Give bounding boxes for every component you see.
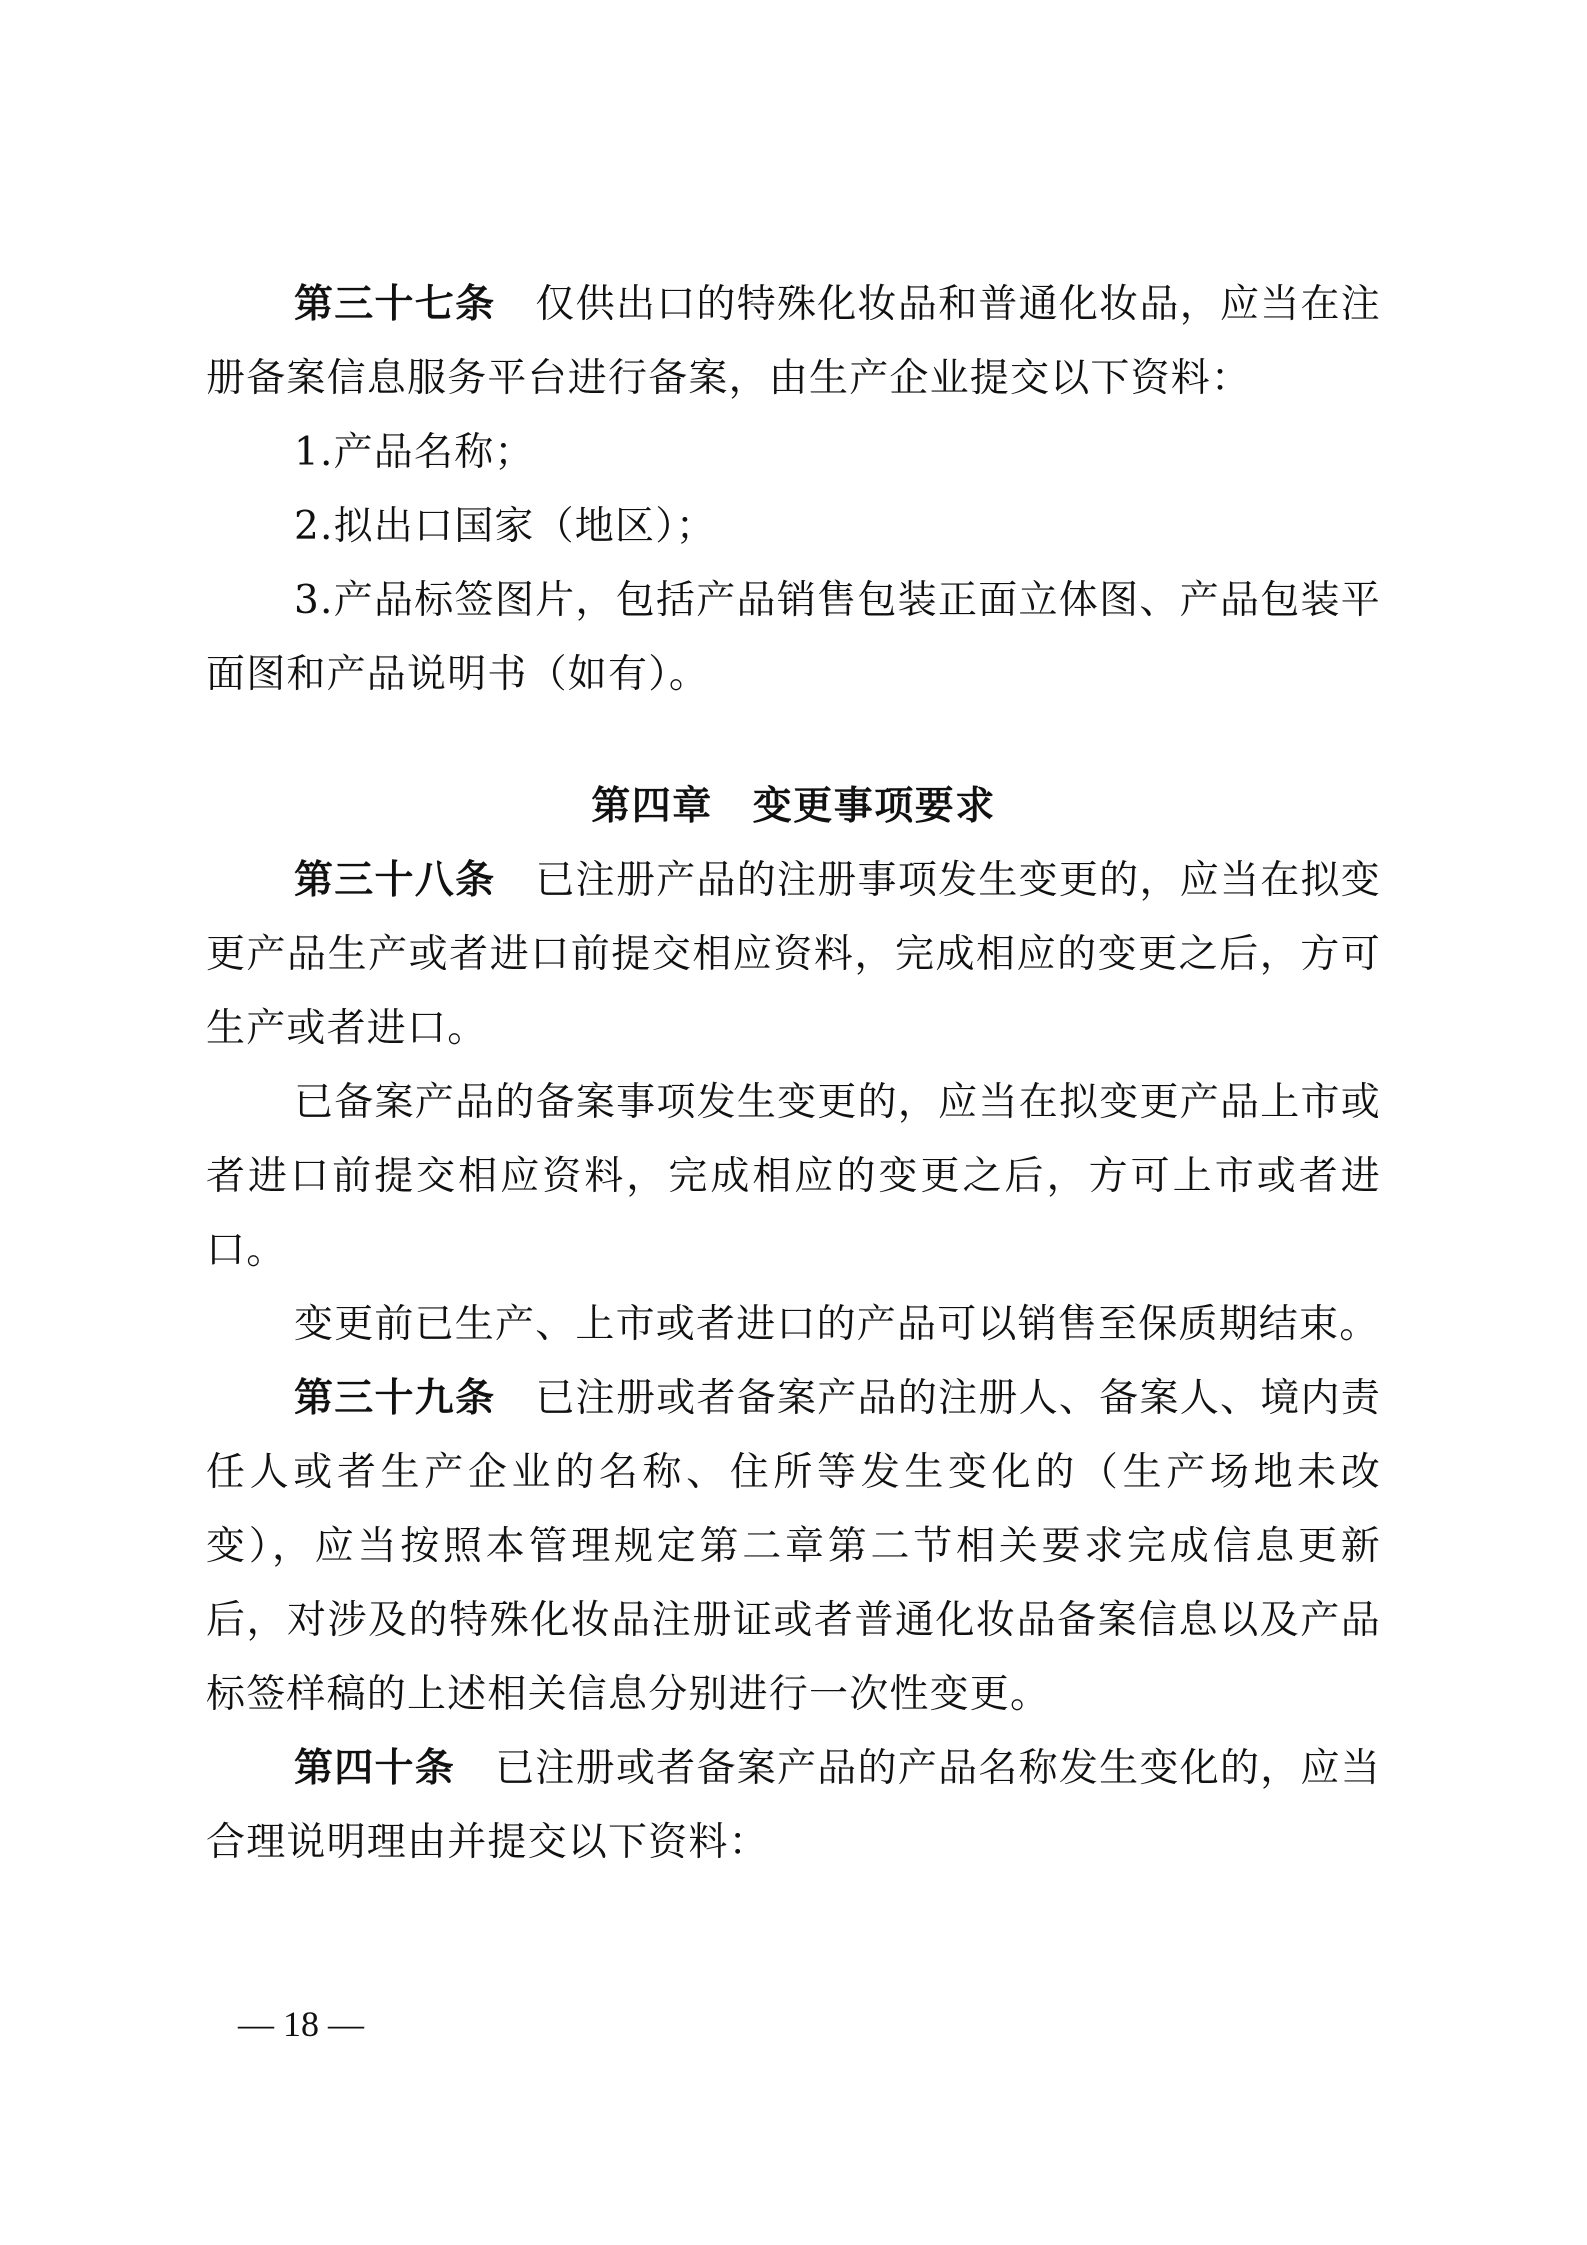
article-38-paragraph <box>206 844 1381 1066</box>
article-37-paragraph <box>206 268 1381 416</box>
article-38-number: 第三十八条 <box>294 858 496 903</box>
article-40-number: 第四十条 <box>294 1746 456 1791</box>
list-item-3: 3.产品标签图片，包括产品销售包装正面立体图、产品包装平面图和产品说明书（如有）。 <box>206 578 1381 697</box>
page-content <box>206 268 1381 1880</box>
article-39-text: 已注册或者备案产品的注册人、备案人、境内责任人或者生产企业的名称、住所等发生变化的（生产场地未改变），应当按照本管理规定第二章第二节相关要求完成信息更新后，对涉及的特殊化妆品注册证或者普通化妆品备案信息以及产品标签样稿的上述相关信息分别进行一次性变更。 <box>206 1376 1381 1717</box>
chapter-heading <box>206 770 1381 844</box>
article-38-paragraph-2: 已备案产品的备案事项发生变更的，应当在拟变更产品上市或者进口前提交相应资料，完成相应的变更之后，方可上市或者进口。 <box>206 1080 1381 1273</box>
chapter-number: 第四章 <box>591 784 713 829</box>
page-number: — 18 — <box>238 2004 364 2044</box>
article-38-text: 已注册产品的注册事项发生变更的，应当在拟变更产品生产或者进口前提交相应资料，完成相应的变更之后，方可生产或者进口。 <box>206 858 1381 1051</box>
chapter-title: 变更事项要求 <box>752 784 996 829</box>
article-38-paragraph-3: 变更前已生产、上市或者进口的产品可以销售至保质期结束。 <box>294 1302 1380 1347</box>
article-40-paragraph <box>206 1732 1381 1880</box>
article-39-paragraph <box>206 1362 1381 1732</box>
list-item-2: 2.拟出口国家（地区）； <box>294 504 717 549</box>
article-39-number: 第三十九条 <box>294 1376 496 1421</box>
list-item-1: 1.产品名称； <box>294 430 535 475</box>
article-37-text: 仅供出口的特殊化妆品和普通化妆品，应当在注册备案信息服务平台进行备案，由生产企业提交以下资料： <box>206 282 1381 401</box>
article-37-number: 第三十七条 <box>294 282 496 327</box>
article-40-text: 已注册或者备案产品的产品名称发生变化的，应当合理说明理由并提交以下资料： <box>206 1746 1381 1865</box>
